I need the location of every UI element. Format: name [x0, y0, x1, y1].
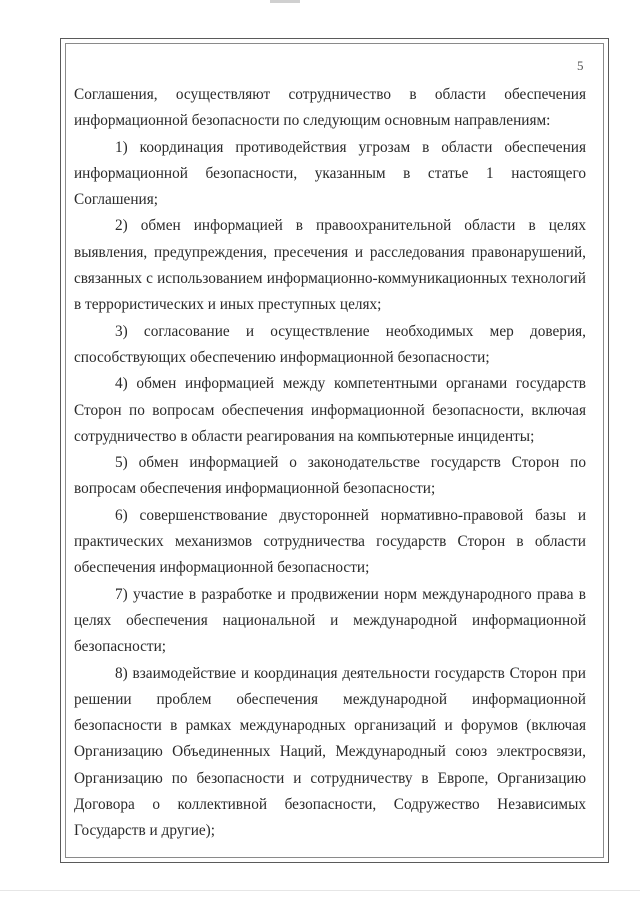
list-item-6: 6) совершенствование двусторонней нормативно-правовой базы и практических механизмов сотрудничества государств Сторон в области обеспечения информационной безопасности; — [74, 506, 586, 577]
list-item-4: 4) обмен информацией между компетентными органами государств Сторон по вопросам обеспечения информационной безопасности, включая сотрудничество в области реагирования на компьютерные инциденты; — [74, 375, 586, 445]
scan-edge-line — [0, 890, 640, 891]
list-item-1: 1) координация противодействия угрозам в области обеспечения информационной безопасности, указанным в статье 1 настоящего Соглашения; — [74, 138, 586, 209]
list-item-5: 5) обмен информацией о законодательстве государств Сторон по вопросам обеспечения информационной безопасности; — [74, 454, 586, 498]
paragraph-continuation: Соглашения, осуществляют сотрудничество в области обеспечения информационной безопасности по следующим основным направлениям: — [74, 86, 586, 130]
page-number: 5 — [577, 58, 584, 73]
list-item-8: 8) взаимодействие и координация деятельности государств Сторон при решении проблем обеспечения международной информационной безопасности в рамках международных организаций и форумов (включая Организацию Объединенных Наций, Международный союз электросвязи, Организацию по безопасности и сотрудничеству в Европе, Организацию Договора о коллективной безопасности, Содружество Независимых Государств и другие); — [74, 664, 586, 840]
scan-mark — [270, 0, 300, 3]
list-item-7: 7) участие в разработке и продвижении норм международного права в целях обеспечения национальной и международной информационной безопасности; — [74, 585, 586, 656]
document-body — [74, 82, 586, 845]
list-item-2: 2) обмен информацией в правоохранительной области в целях выявления, предупреждения, пресечения и расследования правонарушений, связанных с использованием информационно-коммуникационных технологий в террористических и иных преступных целях; — [74, 217, 586, 314]
list-item-3: 3) согласование и осуществление необходимых мер доверия, способствующих обеспечению информационной безопасности; — [74, 322, 586, 366]
